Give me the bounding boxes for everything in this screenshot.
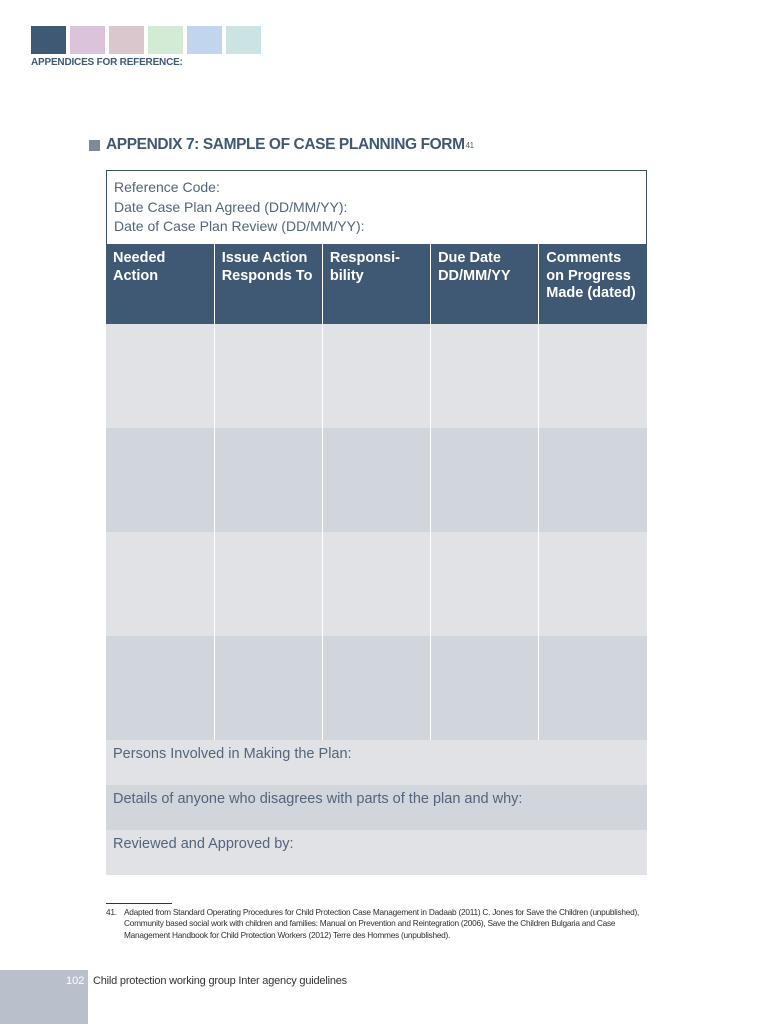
date-review-field[interactable]: Date of Case Plan Review (DD/MM/YY): (114, 218, 365, 234)
persons-involved-field[interactable]: Persons Involved in Making the Plan: (106, 740, 647, 785)
column-header-comments: Comments on Progress Made (dated) (539, 244, 647, 324)
table-cell[interactable] (106, 324, 214, 428)
color-swatch (31, 26, 66, 54)
color-swatch (148, 26, 183, 54)
case-plan-table (106, 244, 647, 740)
table-cell[interactable] (431, 636, 539, 740)
footnote-text: Adapted from Standard Operating Procedures for Child Protection Case Management in Dadaab (2011) C. Jones for Save the Children (unpublished), Community based social work with children and families: Manual on Prevention and Reintegration (2006), Save the Children Bulgaria and Case Management Handbook for Child Protection Workers (2012) Terre des Hommes (unpublished). (124, 907, 640, 940)
table-row (106, 428, 647, 532)
table-row (106, 324, 647, 428)
page-title (89, 136, 474, 154)
running-footer: Child protection working group Inter agency guidelines (93, 975, 347, 987)
color-swatch (187, 26, 222, 54)
table-cell[interactable] (322, 428, 430, 532)
table-cell[interactable] (431, 428, 539, 532)
section-label: APPENDICES FOR REFERENCE: (31, 57, 183, 68)
table-cell[interactable] (106, 428, 214, 532)
disagreements-field[interactable]: Details of anyone who disagrees with parts of the plan and why: (106, 785, 647, 830)
column-header-issue: Issue Action Responds To (214, 244, 322, 324)
square-bullet-icon (89, 140, 100, 151)
table-cell[interactable] (214, 324, 322, 428)
date-agreed-field[interactable]: Date Case Plan Agreed (DD/MM/YY): (114, 198, 348, 215)
footnote-number: 41. (106, 907, 117, 917)
table-cell[interactable] (322, 636, 430, 740)
table-cell[interactable] (539, 324, 647, 428)
reference-code-field[interactable]: Reference Code: (114, 179, 220, 195)
table-cell[interactable] (539, 532, 647, 636)
table-cell[interactable] (539, 636, 647, 740)
table-cell[interactable] (322, 532, 430, 636)
table-row (106, 532, 647, 636)
table-cell[interactable] (214, 428, 322, 532)
color-swatch (109, 26, 144, 54)
table-cell[interactable] (539, 428, 647, 532)
table-cell[interactable] (431, 324, 539, 428)
footnote-divider (106, 903, 172, 904)
color-swatch (70, 26, 105, 54)
column-header-due-date: Due Date DD/MM/YY (431, 244, 539, 324)
case-planning-form (106, 170, 647, 875)
table-header-row (106, 244, 647, 324)
table-cell[interactable] (106, 532, 214, 636)
reviewed-by-field[interactable]: Reviewed and Approved by: (106, 830, 647, 875)
footnote (106, 907, 647, 941)
table-cell[interactable] (431, 532, 539, 636)
table-cell[interactable] (322, 324, 430, 428)
table-row (106, 636, 647, 740)
color-swatch-strip (31, 26, 261, 54)
footnote-reference: 41 (465, 140, 474, 150)
page-number: 102 (66, 975, 85, 987)
page-title-text: APPENDIX 7: SAMPLE OF CASE PLANNING FORM (106, 136, 465, 153)
column-header-needed-action: Needed Action (106, 244, 214, 324)
column-header-responsibility: Responsi-bility (322, 244, 430, 324)
color-swatch (226, 26, 261, 54)
table-cell[interactable] (106, 636, 214, 740)
form-header-box (106, 170, 647, 244)
table-cell[interactable] (214, 636, 322, 740)
table-cell[interactable] (214, 532, 322, 636)
